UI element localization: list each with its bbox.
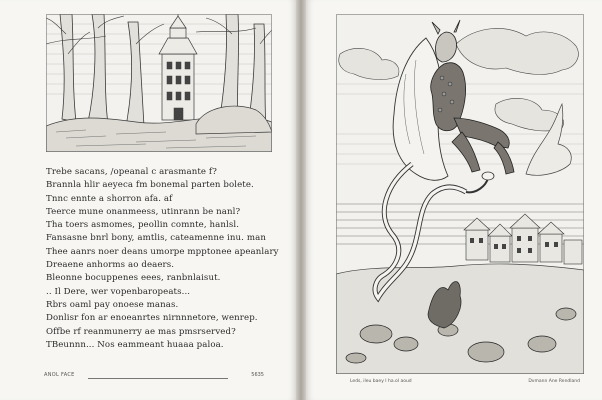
text-line: Offbe rf reanmunerry ae mas pmsrserved?	[46, 326, 236, 337]
caption-right-text: Dvmann Ane Rendland	[528, 379, 580, 384]
text-line: TBeunnn... Nos eammeant huaaa paloa.	[46, 339, 224, 350]
horned-rider-serpent-illustration	[336, 14, 584, 374]
text-line: Trebe sacans, /opeanal c arasmante f?	[46, 167, 217, 177]
running-head: ANOL FACE	[44, 372, 75, 378]
forest-tower-illustration	[46, 14, 272, 152]
right-page	[306, 0, 602, 400]
left-page-footer	[44, 372, 264, 384]
text-line: Bleonne bocuppenes eees, ranbnlaisut.	[46, 273, 221, 284]
text-line: Fansasne bnrl bony, amtlis, cateamenne inu. man	[46, 233, 266, 244]
footer-rule	[88, 378, 228, 379]
text-line: Brannla hlir aeyeca fm bonemal parten bolete.	[46, 180, 254, 191]
text-line: Teerce mune onanmeess, utinrann be nanl?	[46, 206, 241, 217]
text-line: Tha toers asmomes, peollin comnte, hanlsl.	[46, 220, 240, 231]
book-gutter	[296, 0, 306, 400]
text-line: Donlisr fon ar enoeanrtes nirnnnetore, wenrep.	[46, 313, 258, 324]
caption-left-text: Leds, ileu baey l ha.ol aoud	[350, 379, 412, 384]
text-line: .. Il Dere, wer vopenbaropeats...	[46, 286, 191, 297]
right-page-caption	[350, 379, 580, 389]
text-line: Dreaene anhorms ao deaers.	[46, 260, 175, 271]
page-number: 5635	[251, 372, 264, 378]
body-text	[46, 166, 282, 352]
left-page	[0, 0, 296, 400]
text-line: Tnnc ennte a shorron afa. af	[46, 193, 173, 204]
text-line: Thee aanrs noer deans umorpe mpptonee apeanlary	[46, 246, 279, 257]
text-line: Rbrs oaml pay onoese manas.	[46, 299, 179, 310]
